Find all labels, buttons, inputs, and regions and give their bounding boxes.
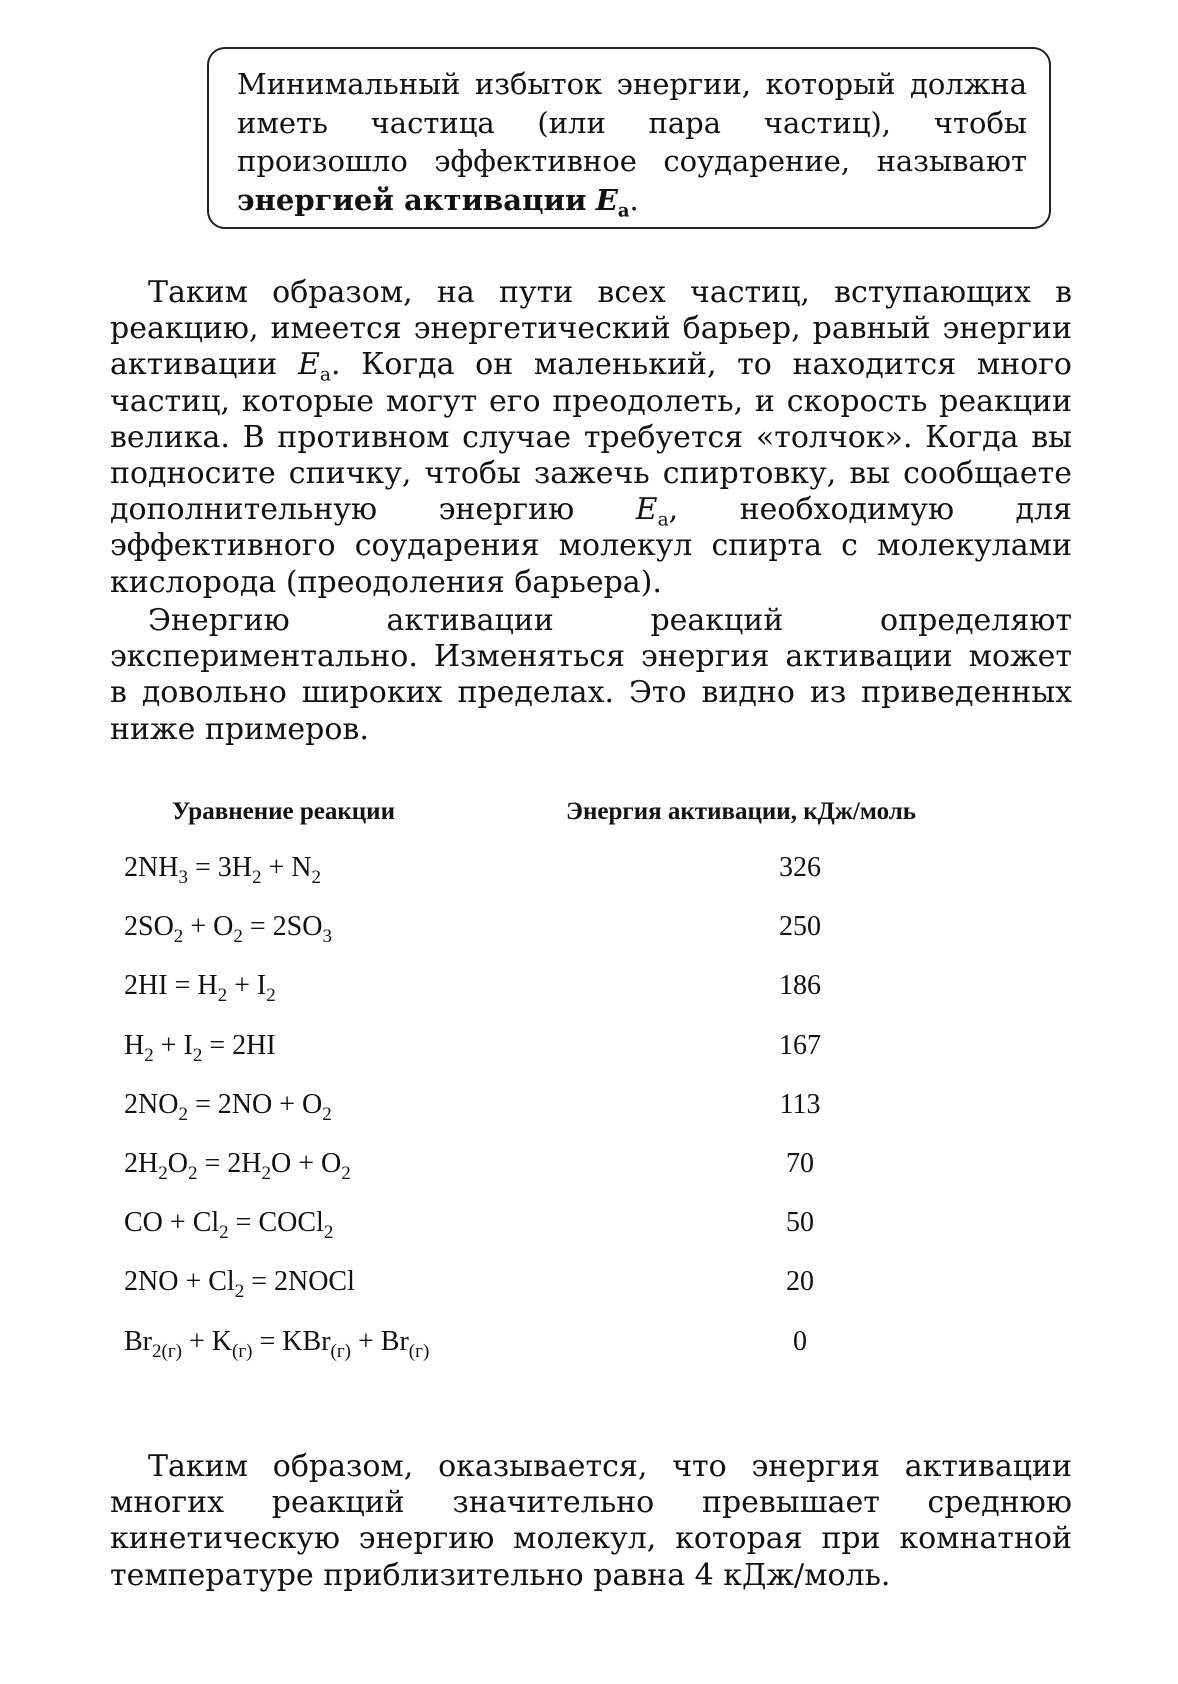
equation-text: = 2NO + O (187, 1088, 323, 1120)
activation-energy-value: 0 (793, 1325, 807, 1357)
activation-energy-value: 70 (786, 1148, 814, 1179)
reaction-equation (124, 911, 332, 948)
activation-energy-value: 167 (779, 1029, 821, 1061)
activation-energy-value: 326 (779, 852, 821, 883)
definition-symbol-sub: а (617, 199, 630, 221)
equation-text: + K (182, 1325, 233, 1357)
equation-subscript: 2 (311, 867, 322, 889)
equation-subscript: (г) (408, 1340, 430, 1362)
definition-box (207, 47, 1051, 229)
equation-subscript: 2 (341, 1163, 351, 1185)
equation-text: + I (227, 970, 267, 1002)
activation-energy-value: 113 (779, 1088, 821, 1120)
equation-subscript: 2 (178, 1104, 188, 1126)
equation-text: = 3H (187, 852, 252, 883)
table-header-equation: Уравнение реакции (172, 798, 395, 825)
equation-subscript: 2 (158, 1163, 168, 1185)
reaction-equation (124, 1088, 332, 1126)
equation-subscript: 2 (251, 867, 262, 889)
equation-text: + Br (351, 1325, 409, 1357)
paragraph1-part2: . Когда он маленький, то находится много частиц, которые могут его преодолеть, и скорость реакции велика. В противном случае требуется «толчок». Когда вы подносите спичку, чтобы зажечь спиртовку, вы сообщаете дополнительную энергию (110, 347, 1072, 528)
equation-text: = KBr (252, 1325, 331, 1357)
equation-subscript: 2 (192, 1044, 203, 1066)
equation-subscript: 2 (261, 1163, 272, 1185)
equation-subscript: 3 (178, 867, 188, 889)
paragraph1-part1: Таким образом, на пути всех частиц, вступающих в реакцию, имеется энергетический барьер, равный энергии активации (110, 275, 1072, 383)
equation-text: + O (183, 911, 234, 943)
paragraph-experimental: Энергию активации реакций определяют экспериментально. Изменяться энергия активации может в довольно широких пределах. Это видно из приведенных ниже примеров. (110, 603, 1072, 747)
equation-text: 2HI = H (124, 970, 218, 1002)
equation-text: CO + Cl (124, 1207, 220, 1239)
paragraph-conclusion: Таким образом, оказывается, что энергия активации многих реакций значительно превышает среднюю кинетическую энергию молекул, которая при комнатной температуре приблизительно равна 4 кДж/моль. (110, 1449, 1072, 1593)
equation-subscript: 2 (322, 1104, 332, 1126)
reaction-equation (124, 852, 322, 889)
ea-symbol-2-sub: а (657, 509, 669, 531)
equation-subscript: 3 (322, 926, 332, 948)
reaction-equation (124, 970, 276, 1007)
table-header-energy: Энергия активации, кДж/моль (566, 798, 916, 825)
equation-subscript: 2 (219, 1222, 229, 1244)
equation-subscript: 2 (234, 1281, 245, 1303)
equation-subscript: 2 (233, 926, 243, 948)
equation-text: = 2NOCl (244, 1266, 355, 1298)
equation-text: H (124, 1029, 145, 1061)
activation-energy-value: 186 (779, 970, 821, 1002)
definition-symbol: E (595, 182, 618, 217)
equation-subscript: 2 (144, 1044, 154, 1066)
reaction-equation (124, 1207, 334, 1244)
reaction-equation (124, 1266, 355, 1303)
equation-text: O + O (271, 1148, 342, 1179)
equation-text: O (167, 1148, 188, 1179)
equation-text: = COCl (228, 1207, 324, 1239)
ea-symbol-1: E (297, 347, 320, 383)
definition-term: энергией активации (237, 182, 587, 217)
equation-text: 2SO (124, 911, 174, 943)
equation-text: 2NO + Cl (124, 1266, 235, 1298)
paragraph1-part3: , необходимую для эффективного соударения молекул спирта с молекулами кислорода (преодоления барьера). (110, 492, 1072, 600)
equation-text: + N (261, 852, 312, 883)
activation-energy-value: 50 (786, 1207, 814, 1239)
equation-text: = 2HI (202, 1029, 276, 1061)
reaction-equation (124, 1148, 351, 1185)
paragraph-energy-barrier (110, 275, 1072, 601)
equation-text: 2H (124, 1148, 159, 1179)
definition-text: Минимальный избыток энергии, который должна иметь частица (или пара частиц), чтобы произошло эффективное соударение, называют (237, 67, 1027, 178)
ea-symbol-2: E (635, 492, 658, 528)
definition-end: . (629, 182, 639, 217)
ea-symbol-1-sub: а (319, 364, 331, 386)
equation-text: 2NO (124, 1088, 179, 1120)
reaction-equation (124, 1325, 430, 1362)
activation-energy-value: 250 (779, 911, 821, 943)
equation-subscript: 2 (187, 1163, 198, 1185)
activation-energy-value: 20 (786, 1266, 814, 1298)
equation-subscript: 2(г) (152, 1340, 182, 1362)
equation-text: Br (124, 1325, 152, 1357)
equation-subscript: (г) (330, 1340, 351, 1362)
equation-text: = 2H (197, 1148, 262, 1179)
equation-subscript: 2 (266, 985, 276, 1007)
equation-text: 2NH (124, 852, 179, 883)
reaction-equation (124, 1029, 276, 1066)
equation-subscript: 2 (173, 926, 184, 948)
equation-subscript: 2 (323, 1222, 334, 1244)
equation-text: = 2SO (242, 911, 323, 943)
equation-subscript: 2 (217, 985, 228, 1007)
equation-text: + I (153, 1029, 193, 1061)
equation-subscript: (г) (232, 1340, 253, 1362)
